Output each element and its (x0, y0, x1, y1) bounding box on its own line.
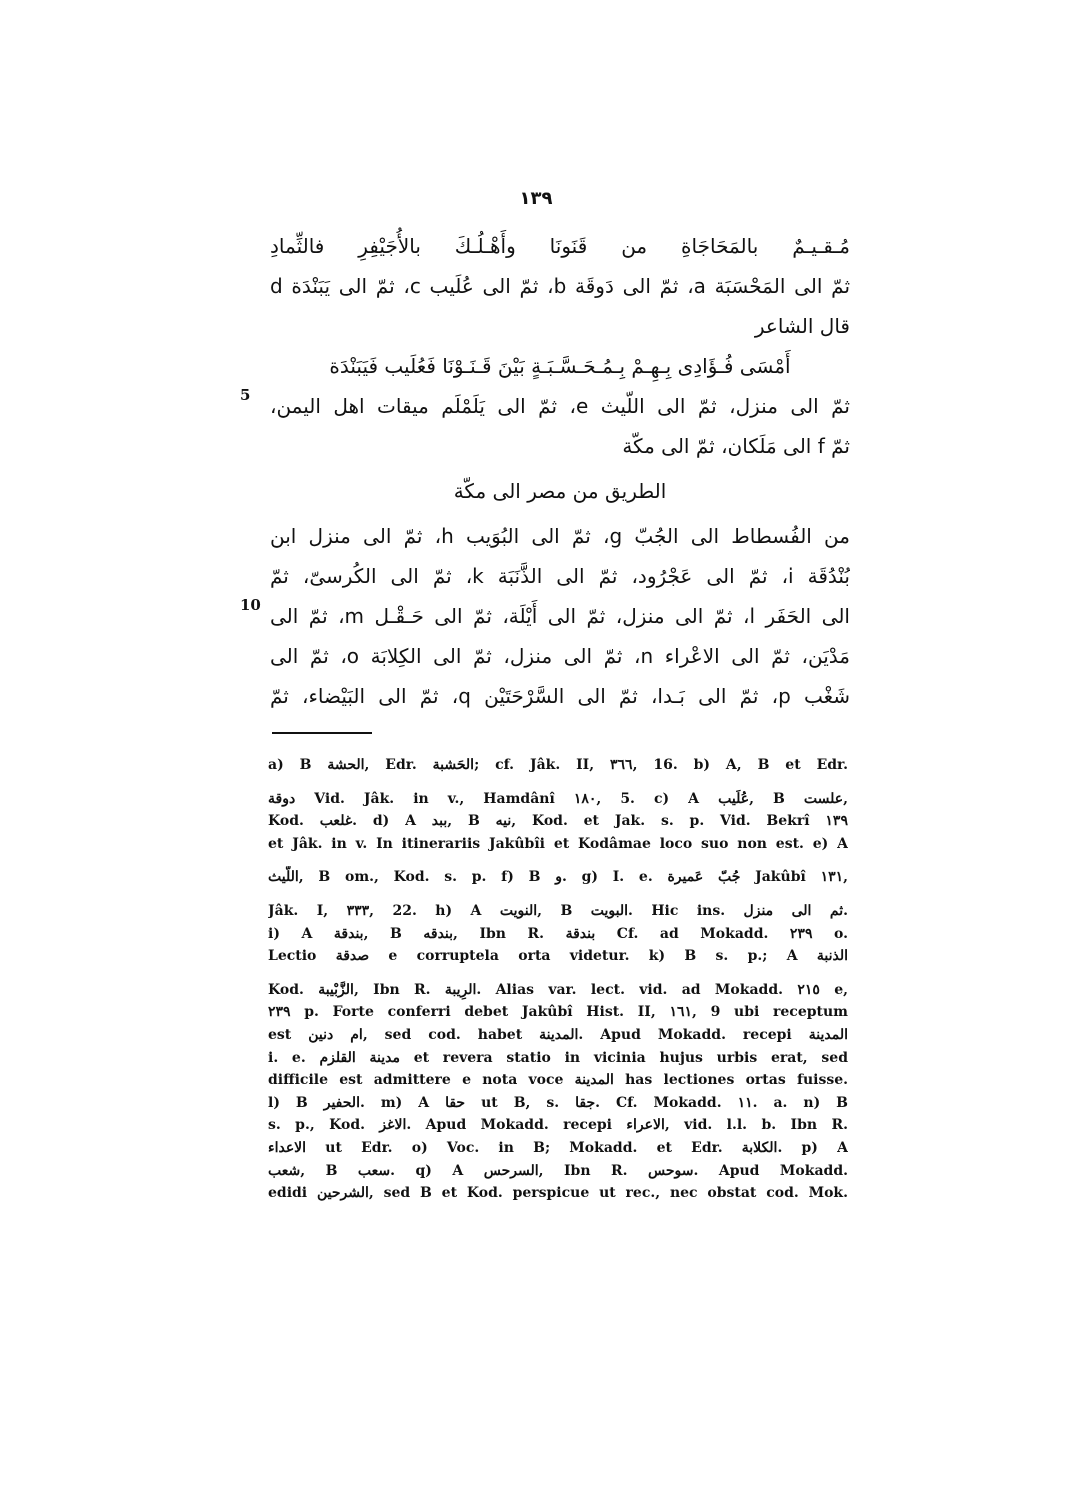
footnote-line: Jâk. I, ٣٣٣, 22. h) A النويت, B البويت. Hic ins. ثم الى منزل. (268, 902, 848, 919)
footnote-line: شعب, B سعب. q) A السرحس, Ibn R. سوحس. Apud Mokadd. (268, 1162, 848, 1179)
footnote-line: a) B الحشة, Edr. الحَشبة; cf. Jâk. II, ٣٦٦, 16. b) A, B et Edr. (268, 757, 848, 773)
arabic-line: ثمّ الى المَحْسَبَة a، ثمّ الى دَوقَة b، ثمّ الى عُلَيب c، ثمّ الى يَبَنْدَة d (270, 274, 850, 298)
arabic-line: قال الشاعر (754, 314, 850, 338)
footnote-line: دوقة Vid. Jâk. in v., Hamdânî ١٨٠, 5. c) A عُلَيب, B علست, (268, 790, 848, 807)
footnote-line: Kod. الزَّبْيبة, Ibn R. الرِيبة. Alias var. lect. vid. ad Mokadd. ٢١٥ e, (268, 981, 848, 998)
footnote-line: i) A بندقة, B بندقه, Ibn R. بندقة Cf. ad Mokadd. ٢٣٩ o. (268, 925, 848, 942)
footnote-line: اللّيث, B om., Kod. s. p. f) B و. g) I. e. جُبّ عَميرة Jakûbî ١٣١, (268, 869, 848, 886)
arabic-line: الطريق من مصر الى مكّة (453, 479, 667, 503)
arabic-line: شَغْب p، ثمّ الى بَـدا، ثمّ الى السَّرْحَتَيْن q، ثمّ الى البَيْضاء، ثمّ (270, 684, 850, 708)
arabic-line: الى الحَفَر l، ثمّ الى منزل، ثمّ الى أَيْلَة، ثمّ الى حَـقْـل m، ثمّ الى (270, 604, 850, 628)
arabic-line: أَمْسَى فُـؤَادِى بِـهِـمْ بِـمُـحَـسَّـبَـةٍ بَيْنَ قَـنَـوْنَا فَعُلَيب فَيَبَنْدَة (329, 354, 791, 378)
arabic-line: بُنْدُقَة i، ثمّ الى عَجْرُود، ثمّ الى الذَّنَبَة k، ثمّ الى الكُرسىّ، ثمّ (270, 564, 850, 588)
footnote-line: et Jâk. in v. In itinerariis Jakûbîi et Kodâmae loco suo non est. e) A (268, 835, 848, 852)
footnote-line: est ام دنين, sed cod. habet المدينة. Apud Mokadd. recepi المدينة (268, 1026, 848, 1043)
footnote-line: i. e. مدينة القلزم et revera statio in vicinia hujus urbis erat, sed (268, 1049, 848, 1066)
line-number: 10 (240, 596, 261, 614)
footnotes (268, 754, 848, 1205)
arabic-main-text (270, 226, 850, 716)
arabic-line: مَدْيَن، ثمّ الى الاعْراء n، ثمّ الى منزل، ثمّ الى الكِلابَة o، ثمّ الى (270, 644, 850, 668)
footnote-line: Kod. غلعب. d) A ببد, B نيه, Kod. et Jak. s. p. Vid. Bekrî ١٣٩ (268, 813, 848, 830)
line-number: 5 (240, 386, 251, 404)
arabic-line: ثمّ الى منزل، ثمّ الى اللّيث e، ثمّ الى يَلَمْلَم ميقات اهل اليمن، (270, 394, 850, 418)
footnote-line: edidi الشرحين, sed B et Kod. perspicue ut rec., nec obstat cod. Mok. (268, 1185, 848, 1202)
page-number: ١٣٩ (519, 188, 553, 209)
arabic-line: ثمّ f الى مَلَكان، ثمّ الى مكّة (622, 434, 850, 458)
footnote-line: Lectio صدقة e corruptela orta videtur. k) B s. p.; A الذنبة (268, 948, 848, 965)
footnote-line: l) B الحفير. m) A حقا ut B, s. جقا. Cf. Mokadd. ١١. a. n) B (268, 1094, 848, 1111)
footnote-line: difficile est admittere e nota voce المدينة has lectiones ortas fuisse. (268, 1072, 848, 1089)
arabic-line: مُـقـيـمٌ بالمَحَاجَاةِ من قَنَونَا وأَهْـلُـكَ بالأُجَيْفِرِ فالثِّمادِ (270, 234, 850, 258)
footnote-line: ٢٣٩ p. Forte conferri debet Jakûbî Hist. II, ١٦١, 9 ubi receptum (268, 1004, 848, 1021)
footnote-line: s. p., Kod. الاغز. Apud Mokadd. recepi الاعراء, vid. l.l. b. Ibn R. (268, 1117, 848, 1134)
footnote-divider (272, 732, 372, 734)
arabic-line: من الفُسطاط الى الجُبّ g، ثمّ الى البُوَيب h، ثمّ الى منزل ابن (270, 524, 850, 548)
footnote-line: الاعداء ut Edr. o) Voc. in B; Mokadd. et Edr. الكلابة. p) A (268, 1139, 848, 1156)
